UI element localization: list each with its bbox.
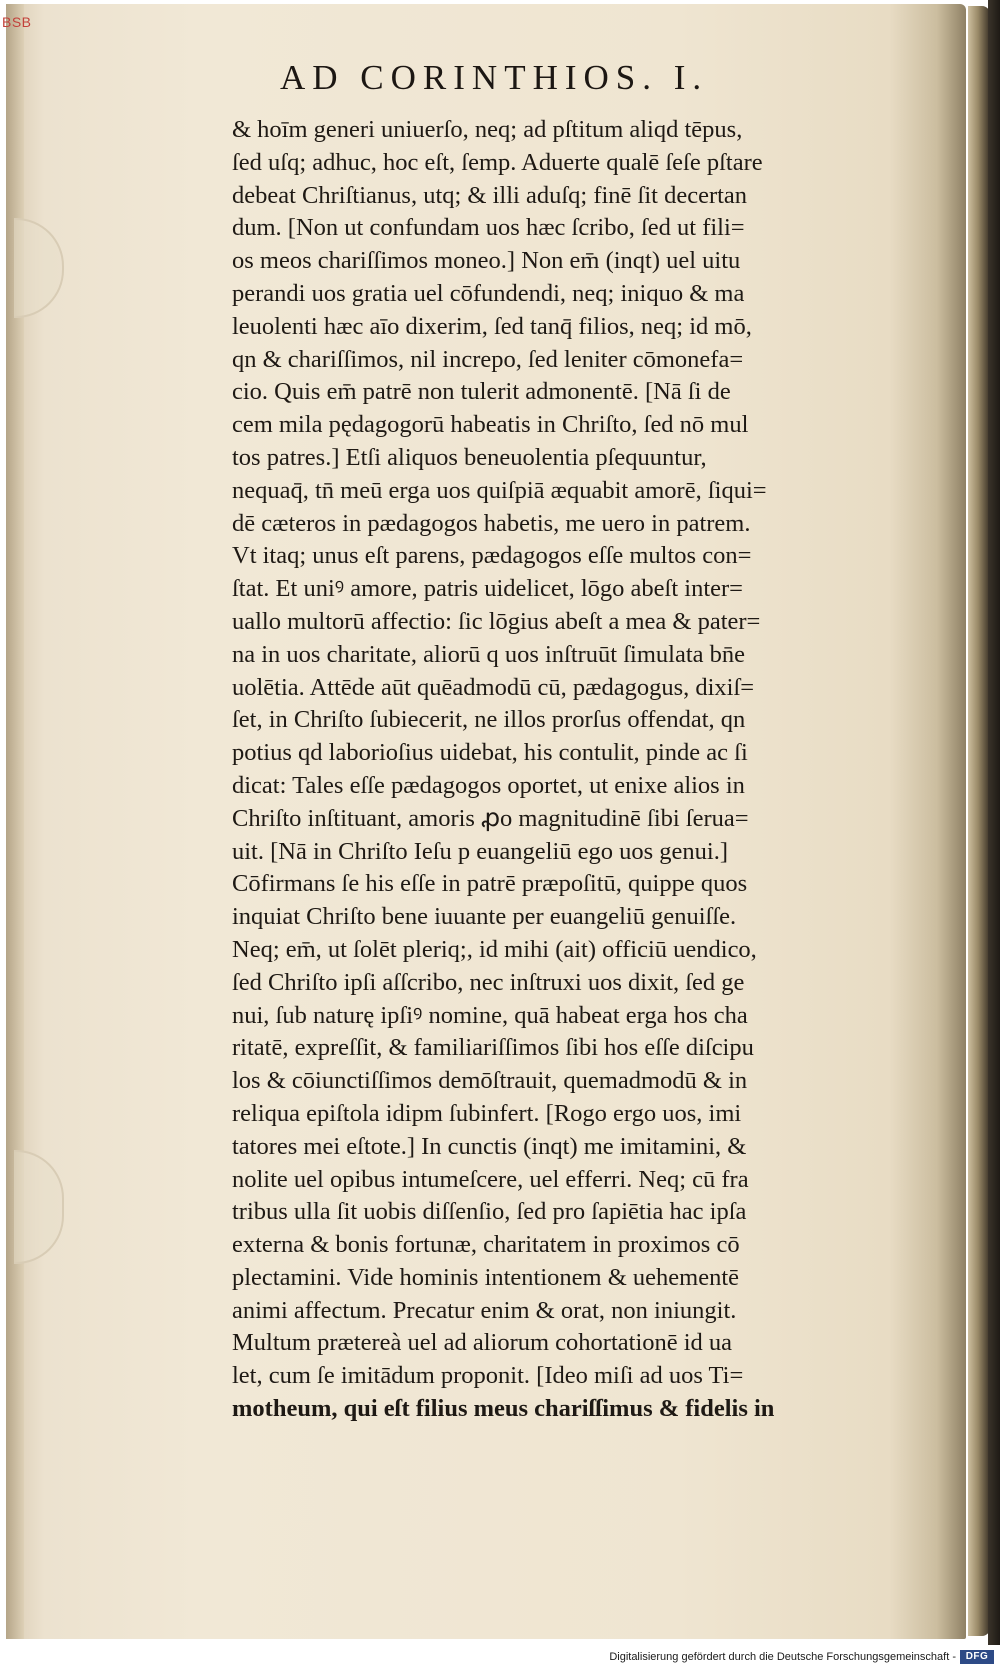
text-line: na in uos charitate, aliorū q uos inſtruūt ſimulata bn̄e bbox=[232, 640, 746, 668]
text-line: animi affectum. Precatur enim & orat, non iniungit. bbox=[232, 1296, 737, 1324]
text-line: ſtat. Et uniꝰ amore, patris uidelicet, lōgo abeſt inter= bbox=[232, 575, 743, 603]
text-line: uit. [Nā in Chriſto Ieſu p euangeliū ego uos genui.] bbox=[232, 837, 729, 865]
funding-credit: Digitalisierung gefördert durch die Deutsche Forschungsgemeinschaft - bbox=[609, 1651, 956, 1663]
text-line: ritatē, expreſſit, & familiariſſimos ſibi hos eſſe diſcipu bbox=[232, 1034, 754, 1062]
text-line: potius qd laborioſius uidebat, his contulit, pinde ac ſi bbox=[232, 739, 748, 767]
text-line: los & cōiunctiſſimos demōſtrauit, quemadmodū & in bbox=[232, 1067, 748, 1095]
text-line: cio. Quis em̄ patrē non tulerit admonentē. [Nā ſi de bbox=[232, 378, 731, 406]
text-line: motheum, qui eſt filius meus chariſſimus & fidelis in bbox=[232, 1395, 775, 1423]
text-line: inquiat Chriſto bene iuuante per euangeliū genuiſſe. bbox=[232, 903, 737, 931]
text-line: ſed uſq; adhuc, hoc eſt, ſemp. Aduerte qualē ſeſe pſtare bbox=[232, 148, 763, 176]
text-line: ſet, in Chriſto ſubiecerit, ne illos prorſus offendat, qn bbox=[232, 706, 746, 734]
text-line: dē cæteros in pædagogos habetis, me uero in patrem. bbox=[232, 509, 751, 537]
text-line: plectamini. Vide hominis intentionem & uehementē bbox=[232, 1263, 740, 1291]
text-line: Neq; em̄, ut ſolēt pleriq;, id mihi (ait) officiū uendico, bbox=[232, 935, 757, 963]
text-line: Multum prætereà uel ad aliorum cohortationē id ua bbox=[232, 1329, 733, 1357]
running-head: AD CORINTHIOS. I. bbox=[280, 58, 709, 97]
text-line: nequaq̄, tn̄ meū erga uos quiſpiā æquabit amorē, ſiqui= bbox=[232, 476, 767, 504]
text-line: Vt itaq; unus eſt parens, pædagogos eſſe multos con= bbox=[232, 542, 752, 570]
text-line: dicat: Tales eſſe pædagogos oportet, ut enixe alios in bbox=[232, 771, 745, 799]
text-line: tribus ulla ſit uobis diſſenſio, ſed pro ſapiētia hac ipſa bbox=[232, 1198, 747, 1226]
text-line: cem mila pędagogorū habeatis in Chriſto, ſed nō mul bbox=[232, 411, 749, 439]
text-line: nolite uel opibus intumeſcere, uel efferri. Neq; cū fra bbox=[232, 1165, 749, 1193]
dfg-logo: DFG bbox=[960, 1650, 994, 1664]
text-line: qn & chariſſimos, nil increpo, ſed leniter cōmonefa= bbox=[232, 345, 744, 373]
text-line: uallo multorū affectio: ſic lōgius abeſt a mea & pater= bbox=[232, 607, 761, 635]
text-line: leuolenti hæc aīo dixerim, ſed tanq̄ filios, neq; id mō, bbox=[232, 312, 752, 340]
text-line: & hoīm generi uniuerſo, neq; ad pſtitum aliqd tēpus, bbox=[232, 116, 743, 143]
text-line: uolētia. Attēde aūt quēadmodū cū, pædagogus, dixiſ= bbox=[232, 673, 755, 701]
text-line: Chriſto inſtituant, amoris ꝓo magnitudinē ſibi ſerua= bbox=[232, 804, 749, 832]
bsb-logo: BSB bbox=[2, 14, 32, 30]
text-line: tatores mei eſtote.] In cunctis (inqt) me imitamini, & bbox=[232, 1132, 747, 1160]
text-line: Cōfirmans ſe his eſſe in patrē præpoſitū, quippe quos bbox=[232, 870, 748, 898]
text-line: tos patres.] Etſi aliquos beneuolentia pſequuntur, bbox=[232, 443, 707, 471]
page-edge-shadow bbox=[968, 6, 990, 1636]
text-line: perandi uos gratia uel cōfundendi, neq; iniquo & ma bbox=[232, 279, 745, 307]
text-line: dum. [Non ut confundam uos hæc ſcribo, ſed ut fili= bbox=[232, 214, 745, 242]
text-line: debeat Chriſtianus, utq; & illi aduſq; finē ſit decertan bbox=[232, 181, 748, 209]
text-line: reliqua epiſtola idipm ſubinfert. [Rogo ergo uos, imi bbox=[232, 1099, 742, 1127]
body-text bbox=[232, 114, 932, 1426]
text-line: externa & bonis fortunæ, charitatem in proximos cō bbox=[232, 1231, 740, 1259]
text-line: nui, ſub naturę ipſiꝰ nomine, quā habeat erga hos cha bbox=[232, 1001, 748, 1029]
text-line: ſed Chriſto ipſi aſſcribo, nec inſtruxi uos dixit, ſed ge bbox=[232, 968, 745, 996]
text-line: let, cum ſe imitādum proponit. [Ideo miſi ad uos Ti= bbox=[232, 1362, 744, 1390]
text-line: os meos chariſſimos moneo.] Non em̄ (inqt) uel uitu bbox=[232, 247, 741, 275]
book-edge bbox=[988, 0, 1000, 1645]
